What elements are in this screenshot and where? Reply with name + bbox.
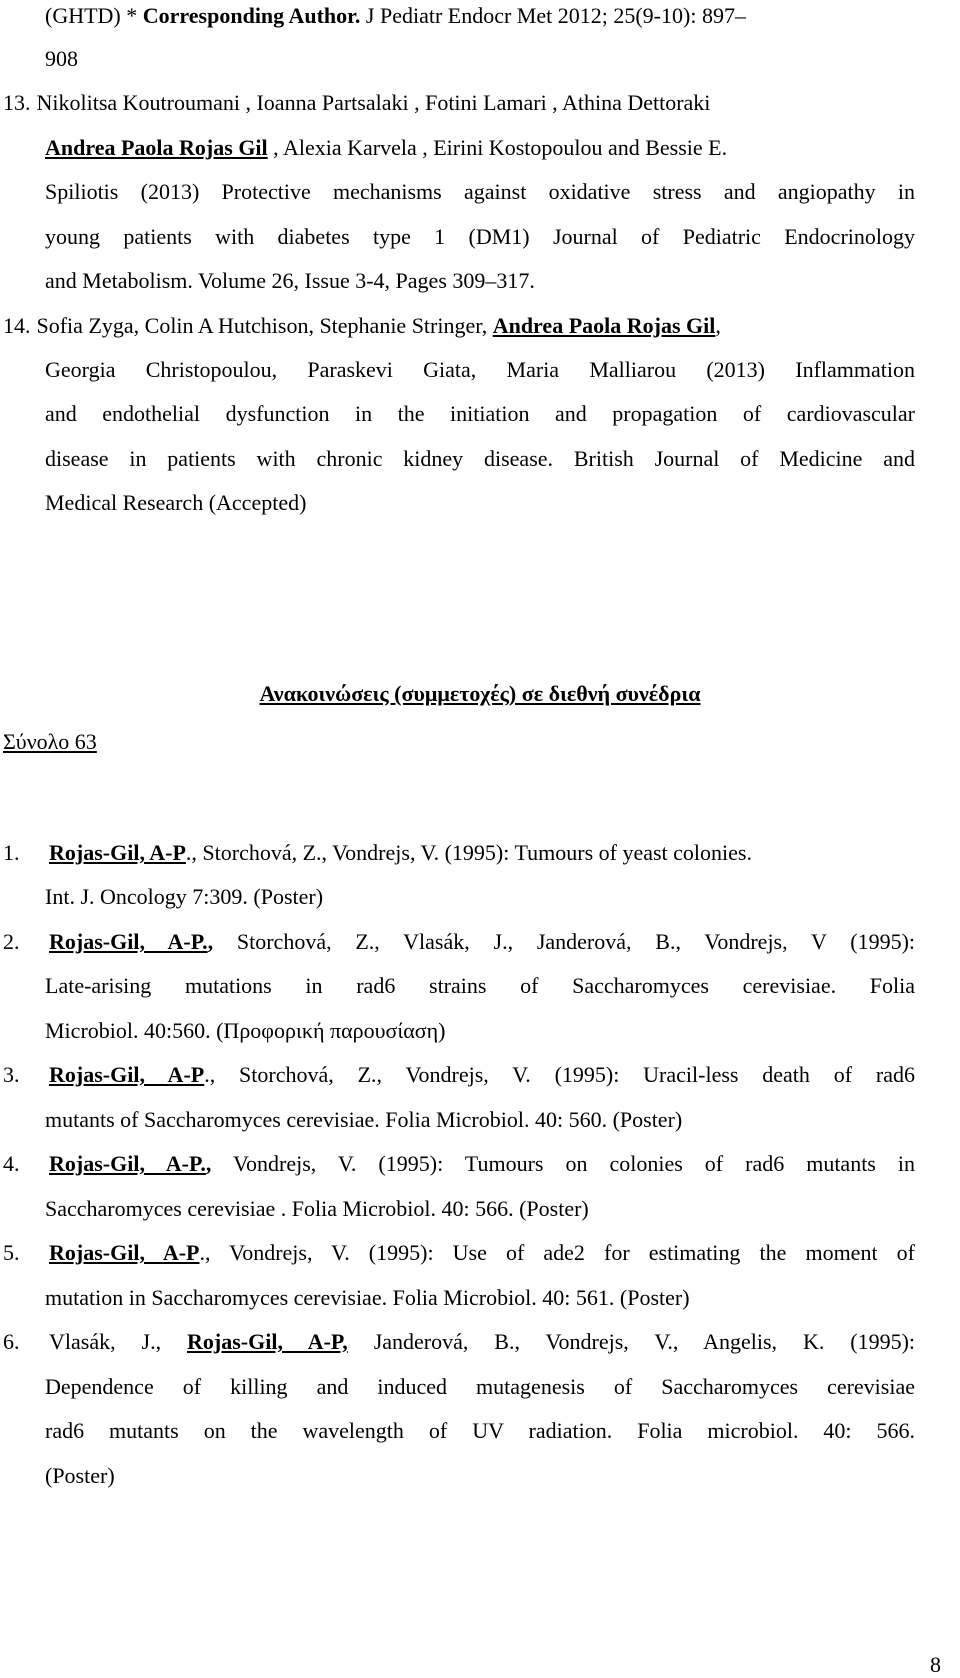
pub-13-line-4: young patients with diabetes type 1 (DM1) Journal of Pediatric Endocrinology (45, 224, 915, 249)
highlighted-author: Andrea Paola Rojas Gil (492, 313, 716, 338)
pub-14-line-2: Georgia Christopoulou, Paraskevi Giata, Maria Malliarou (2013) Inflammation (45, 357, 915, 382)
pub-14-line-1: 14. Sofia Zyga, Colin A Hutchison, Stephanie Stringer, Andrea Paola Rojas Gil, (3, 313, 721, 338)
highlighted-author: Rojas-Gil, A-P (49, 840, 186, 865)
conference-5-line-2: mutation in Saccharomyces cerevisiae. Folia Microbiol. 40: 561. (Poster) (45, 1285, 690, 1310)
conference-2-line-3: Microbiol. 40:560. (Προφορική παρουσίαση) (45, 1018, 446, 1043)
highlighted-author: Rojas-Gil, A-P (49, 1062, 205, 1087)
ref-tail-line: (GHTD) * Corresponding Author. J Pediatr Endocr Met 2012; 25(9-10): 897– (45, 3, 746, 28)
pub-13-line-2: Andrea Paola Rojas Gil , Alexia Karvela , Eirini Kostopoulou and Bessie E. (45, 135, 728, 160)
conference-5-line-1: 5. Rojas-Gil, A-P., Vondrejs, V. (1995): Use of ade2 for estimating the moment of (3, 1240, 915, 1265)
conference-6-line-3: rad6 mutants on the wavelength of UV radiation. Folia microbiol. 40: 566. (45, 1418, 915, 1443)
section-total: Σύνολο 63 (3, 729, 97, 754)
highlighted-author: Rojas-Gil, A-P, (187, 1329, 348, 1354)
page-number: 8 (930, 1652, 941, 1677)
highlighted-author: Rojas-Gil, A-P (49, 1240, 200, 1265)
conference-6-line-2: Dependence of killing and induced mutagenesis of Saccharomyces cerevisiae (45, 1374, 915, 1399)
pub-13-line-1: 13. Nikolitsa Koutroumani , Ioanna Partsalaki , Fotini Lamari , Athina Dettoraki (3, 90, 711, 115)
corresponding-author-label: Corresponding Author. (142, 3, 361, 28)
conference-2-line-2: Late-arising mutations in rad6 strains of Saccharomyces cerevisiae. Folia (45, 973, 915, 998)
conference-6-line-4: (Poster) (45, 1463, 115, 1488)
conference-1-line-1: 1. Rojas-Gil, A-P., Storchová, Z., Vondrejs, V. (1995): Tumours of yeast colonies. (3, 840, 752, 865)
pub-13-line-5: and Metabolism. Volume 26, Issue 3-4, Pages 309–317. (45, 268, 535, 293)
conference-3-line-2: mutants of Saccharomyces cerevisiae. Folia Microbiol. 40: 560. (Poster) (45, 1107, 683, 1132)
pub-14-line-5: Medical Research (Accepted) (45, 490, 307, 515)
conference-6-line-1: 6. Vlasák, J., Rojas-Gil, A-P, Janderová, B., Vondrejs, V., Angelis, K. (1995): (3, 1329, 916, 1354)
pub-14-line-4: disease in patients with chronic kidney disease. British Journal of Medicine and (45, 446, 915, 471)
conference-4-line-2: Saccharomyces cerevisiae . Folia Microbiol. 40: 566. (Poster) (45, 1196, 589, 1221)
pub-14-line-3: and endothelial dysfunction in the initiation and propagation of cardiovascular (45, 401, 915, 426)
highlighted-author: Rojas-Gil, A-P. (49, 929, 208, 954)
highlighted-author: Rojas-Gil, A-P. (49, 1151, 206, 1176)
section-heading: Ανακοινώσεις (συμμετοχές) σε διεθνή συνέδρια (259, 681, 701, 706)
highlighted-author: Andrea Paola Rojas Gil (45, 135, 268, 160)
ref-tail-line-2: 908 (45, 46, 78, 71)
conference-2-line-1: 2. Rojas-Gil, A-P., Storchová, Z., Vlasák, J., Janderová, B., Vondrejs, V (1995): (3, 929, 916, 954)
pub-13-line-3: Spiliotis (2013) Protective mechanisms against oxidative stress and angiopathy in (45, 179, 915, 204)
conference-4-line-1: 4. Rojas-Gil, A-P., Vondrejs, V. (1995): Tumours on colonies of rad6 mutants in (3, 1151, 915, 1176)
conference-1-line-2: Int. J. Oncology 7:309. (Poster) (45, 884, 324, 909)
conference-3-line-1: 3. Rojas-Gil, A-P., Storchová, Z., Vondrejs, V. (1995): Uracil-less death of rad6 (3, 1062, 915, 1087)
